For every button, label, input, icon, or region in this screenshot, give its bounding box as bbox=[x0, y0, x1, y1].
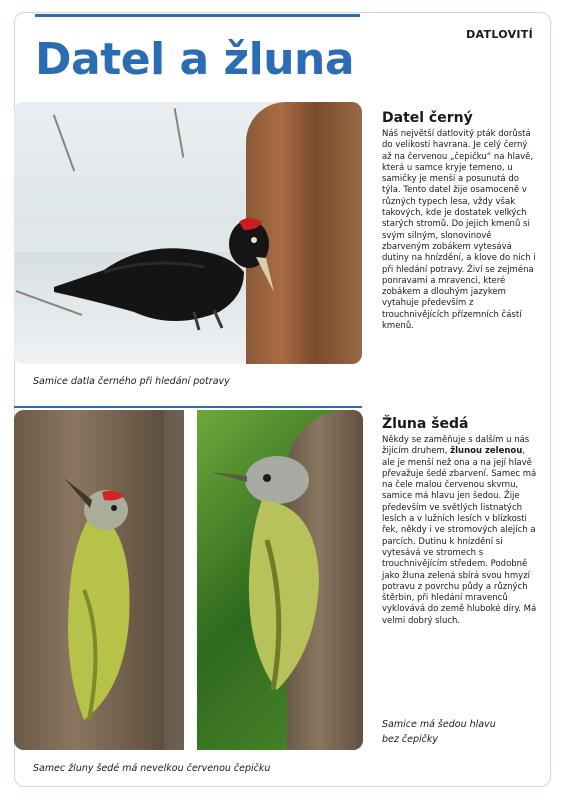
top-rule bbox=[35, 14, 360, 17]
article-heading: Datel černý bbox=[382, 110, 473, 126]
body-text: Někdy se zaměňuje s dalším u nás žijícím druhem, bbox=[382, 435, 530, 457]
mid-rule bbox=[14, 406, 362, 408]
photo-grey-woodpecker-male bbox=[14, 410, 184, 750]
male-grey-woodpecker-illustration bbox=[44, 470, 164, 730]
page-title: Datel a žluna bbox=[35, 34, 355, 85]
twig bbox=[174, 108, 185, 158]
article-heading: Žluna šedá bbox=[382, 416, 469, 432]
photo-black-woodpecker bbox=[14, 102, 362, 364]
photo-grey-woodpecker-female bbox=[197, 410, 363, 750]
caption-photo3: Samice má šedou hlavu bez čepičky bbox=[382, 719, 496, 745]
caption-photo1: Samice datla černého při hledání potravy bbox=[33, 376, 230, 387]
article-black-woodpecker bbox=[382, 110, 537, 332]
article-body: Náš největší datlovitý pták dorůstá do velikosti havrana. Je celý černý až na červenou „čepičku“ na hlavě, která u samce kryje temeno, u samičky je menší a posunutá do týla. Tento datel žije osamoceně v různých typech lesa, vždy však takových, kde je dostatek velkých starých stromů. Do jejich kmenů si svým silným, slonovinově zbarveným zobákem vytesává dutiny na hnízdění, a klove do nich i při hledání potravy. Živí se zejména ponravami a mravenci, které zobákem a dlouhým jazykem vytahuje především z trouchnivějících přízemních částí kmenů. bbox=[382, 129, 536, 332]
article-grey-woodpecker bbox=[382, 416, 537, 627]
article-body bbox=[382, 435, 537, 627]
black-woodpecker-illustration bbox=[44, 162, 274, 332]
body-text: , ale je menší než ona a na její hlavě převažuje šedé zbarvení. Samec má na čele malou červenou skvrnu, samice má hlavu jen šedou. Žije především ve světlých listnatých lesích a v lužních lesích v blízkosti řek, někdy i ve stromových alejích a parcích. Dutinu k hnízdění si vytesává ve stromech s trouchnivějícím středem. Podobně jako žluna zelená sbírá svou hmyzí potravu z povrchu půdy a různých štěrbin, při hledání mravenců vyklovává do země hluboké díry. Má velmi dobrý sluch. bbox=[382, 446, 537, 626]
section-label: DATLOVITÍ bbox=[466, 28, 533, 41]
caption-photo2: Samec žluny šedé má nevelkou červenou čepičku bbox=[33, 763, 271, 774]
female-grey-woodpecker-illustration bbox=[207, 450, 357, 710]
body-emphasis: žlunou zelenou bbox=[450, 446, 523, 457]
